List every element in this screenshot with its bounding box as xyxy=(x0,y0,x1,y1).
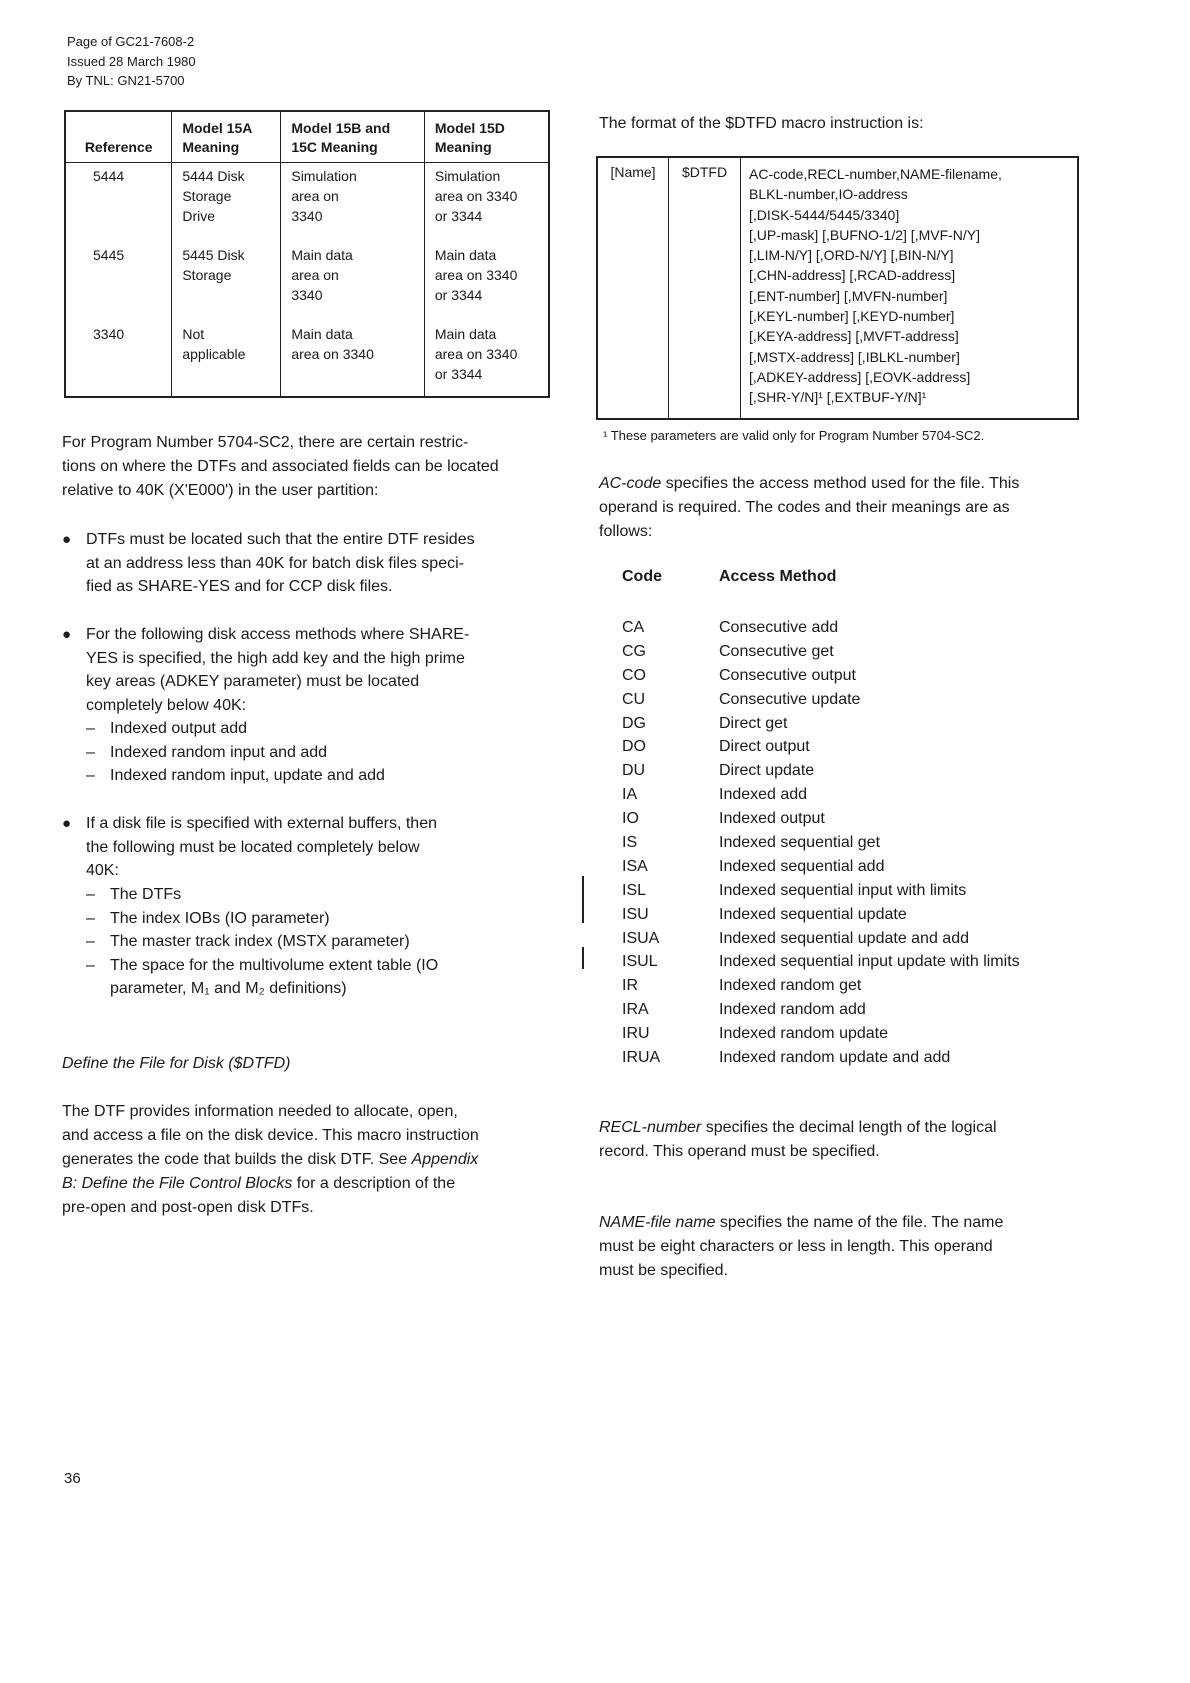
list-item: CG Consecutive get xyxy=(622,642,834,660)
table-row xyxy=(65,310,549,397)
list-item: ISUL Indexed sequential input update with limits xyxy=(622,953,1020,971)
cell-reference: 5445 xyxy=(65,231,172,310)
accode-description: AC-code specifies the access method used for the file. This operand is required. The codes and their meanings are as follows: xyxy=(599,475,1020,540)
list-item: – The index IOBs (IO parameter) xyxy=(86,909,330,927)
header-tnl: By TNL: GN21-5700 xyxy=(67,73,185,88)
format-operation: $DTFD xyxy=(669,158,741,418)
table-row xyxy=(65,231,549,310)
list-item: IA Indexed add xyxy=(622,786,808,804)
cell-model-15a: 5444 Disk Storage Drive xyxy=(172,163,281,231)
list-item: IRU Indexed random update xyxy=(622,1025,889,1043)
bullet-icon: ● xyxy=(62,626,72,643)
header-issue-date: Issued 28 March 1980 xyxy=(67,53,196,69)
restrictions-intro: For Program Number 5704-SC2, there are certain restric- tions on where the DTFs and associated fields can be located relative to 40K (X'E000') in the user partition: xyxy=(62,434,499,499)
cell-reference: 3340 xyxy=(65,310,172,397)
cell-model-15bc: Main data area on 3340 xyxy=(281,310,425,397)
recl-description: RECL-number specifies the decimal length of the logical record. This operand must be specified. xyxy=(599,1119,997,1160)
list-item: – Indexed output add xyxy=(86,720,248,737)
footnote: ¹ These parameters are valid only for Program Number 5704-SC2. xyxy=(603,428,985,443)
cell-model-15bc: Simulation area on 3340 xyxy=(281,163,425,231)
document-header xyxy=(67,32,196,91)
access-method-column-header: Access Method xyxy=(719,568,837,585)
header-document-id: Page of GC21-7608-2 xyxy=(67,34,195,49)
list-item: CO Consecutive output xyxy=(622,666,856,684)
code-column-header: Code xyxy=(622,568,662,585)
list-item: DO Direct output xyxy=(622,738,810,756)
list-item: – The space for the multivolume extent table (IO xyxy=(86,956,439,974)
revision-change-bar xyxy=(582,947,584,969)
table-row xyxy=(65,163,549,231)
list-item: IO Indexed output xyxy=(622,810,825,828)
list-item: ISU Indexed sequential update xyxy=(622,905,907,923)
list-item: DG Direct get xyxy=(622,714,788,732)
header-model-15a: Model 15A Meaning xyxy=(172,111,281,163)
dtf-description: The DTF provides information needed to allocate, open, and access a file on the disk device. This macro instruction generates the code that builds the disk DTF. See Appendix B: Define the File Control Blocks for a description of the pre-open and post-open disk DTFs. xyxy=(62,1103,479,1216)
list-item: IRA Indexed random add xyxy=(622,1001,866,1019)
list-item-continuation: parameter, M₁ and M₂ definitions) xyxy=(110,980,347,997)
name-description: NAME-file name specifies the name of the file. The name must be eight characters or less in length. This operand must be specified. xyxy=(599,1214,1004,1279)
list-item: – The DTFs xyxy=(86,886,182,903)
header-model-15bc: Model 15B and 15C Meaning xyxy=(281,111,425,163)
format-operands: AC-code,RECL-number,NAME-filename, BLKL-number,IO-address [,DISK-5444/5445/3340] [,UP-mask] [,BUFNO-1/2] [,MVF-N/Y] [,LIM-N/Y] [,ORD-N/Y] [,BIN-N/Y] [,CHN-address] [,RCAD-address] [,ENT-number] [,MVFN-number] [,KEYL-number] [,KEYD-number] [,KEYA-address] [,MVFT-address] [,MSTX-address] [,IBLKL-number] [,ADKEY-address] [,EOVK-address] [,SHR-Y/N]¹ [,EXTBUF-Y/N]¹ xyxy=(749,166,1002,406)
bullet-dtf-location: DTFs must be located such that the entire DTF resides at an address less than 40K for batch disk files speci- fied as SHARE-YES and for CCP disk files. xyxy=(86,531,475,595)
list-item: CU Consecutive update xyxy=(622,690,861,708)
header-reference: Reference xyxy=(65,111,172,163)
revision-change-bar xyxy=(582,876,584,923)
page-number: 36 xyxy=(64,1470,81,1487)
cell-model-15a: Not applicable xyxy=(172,310,281,397)
list-item: – Indexed random input, update and add xyxy=(86,767,385,784)
share-yes-method-list xyxy=(86,717,385,788)
bullet-icon: ● xyxy=(62,815,72,832)
reference-table-header xyxy=(65,111,549,163)
cell-model-15a: 5445 Disk Storage xyxy=(172,231,281,310)
section-title: Define the File for Disk ($DTFD) xyxy=(62,1055,291,1072)
format-name-field: [Name] xyxy=(598,158,669,418)
list-item: – The master track index (MSTX parameter) xyxy=(86,933,410,950)
bullet-icon: ● xyxy=(62,531,72,548)
format-table xyxy=(596,156,1079,420)
cell-model-15bc: Main data area on 3340 xyxy=(281,231,425,310)
cell-model-15d: Main data area on 3340 or 3344 xyxy=(424,310,549,397)
cell-model-15d: Main data area on 3340 or 3344 xyxy=(424,231,549,310)
cell-model-15d: Simulation area on 3340 or 3344 xyxy=(424,163,549,231)
list-item: DU Direct update xyxy=(622,762,815,780)
bullet-share-yes: For the following disk access methods where SHARE- YES is specified, the high add key and the high prime key areas (ADKEY parameter) must be located completely below 40K: xyxy=(86,626,470,714)
reference-table xyxy=(64,110,550,398)
list-item: ISL Indexed sequential input with limits xyxy=(622,881,967,899)
header-model-15d: Model 15D Meaning xyxy=(424,111,549,163)
external-buffers-list xyxy=(86,883,438,1001)
list-item: ISUA Indexed sequential update and add xyxy=(622,929,969,947)
bullet-external-buffers: If a disk file is specified with external buffers, then the following must be located completely below 40K: xyxy=(86,815,437,879)
list-item: IRUA Indexed random update and add xyxy=(622,1049,951,1067)
list-item: CA Consecutive add xyxy=(622,619,839,636)
cell-reference: 5444 xyxy=(65,163,172,231)
list-item: ISA Indexed sequential add xyxy=(622,857,885,875)
access-method-list xyxy=(622,616,1082,1070)
list-item: IS Indexed sequential get xyxy=(622,834,881,852)
list-item: – Indexed random input and add xyxy=(86,743,328,761)
list-item: IR Indexed random get xyxy=(622,977,862,995)
format-intro: The format of the $DTFD macro instruction is: xyxy=(599,115,924,132)
